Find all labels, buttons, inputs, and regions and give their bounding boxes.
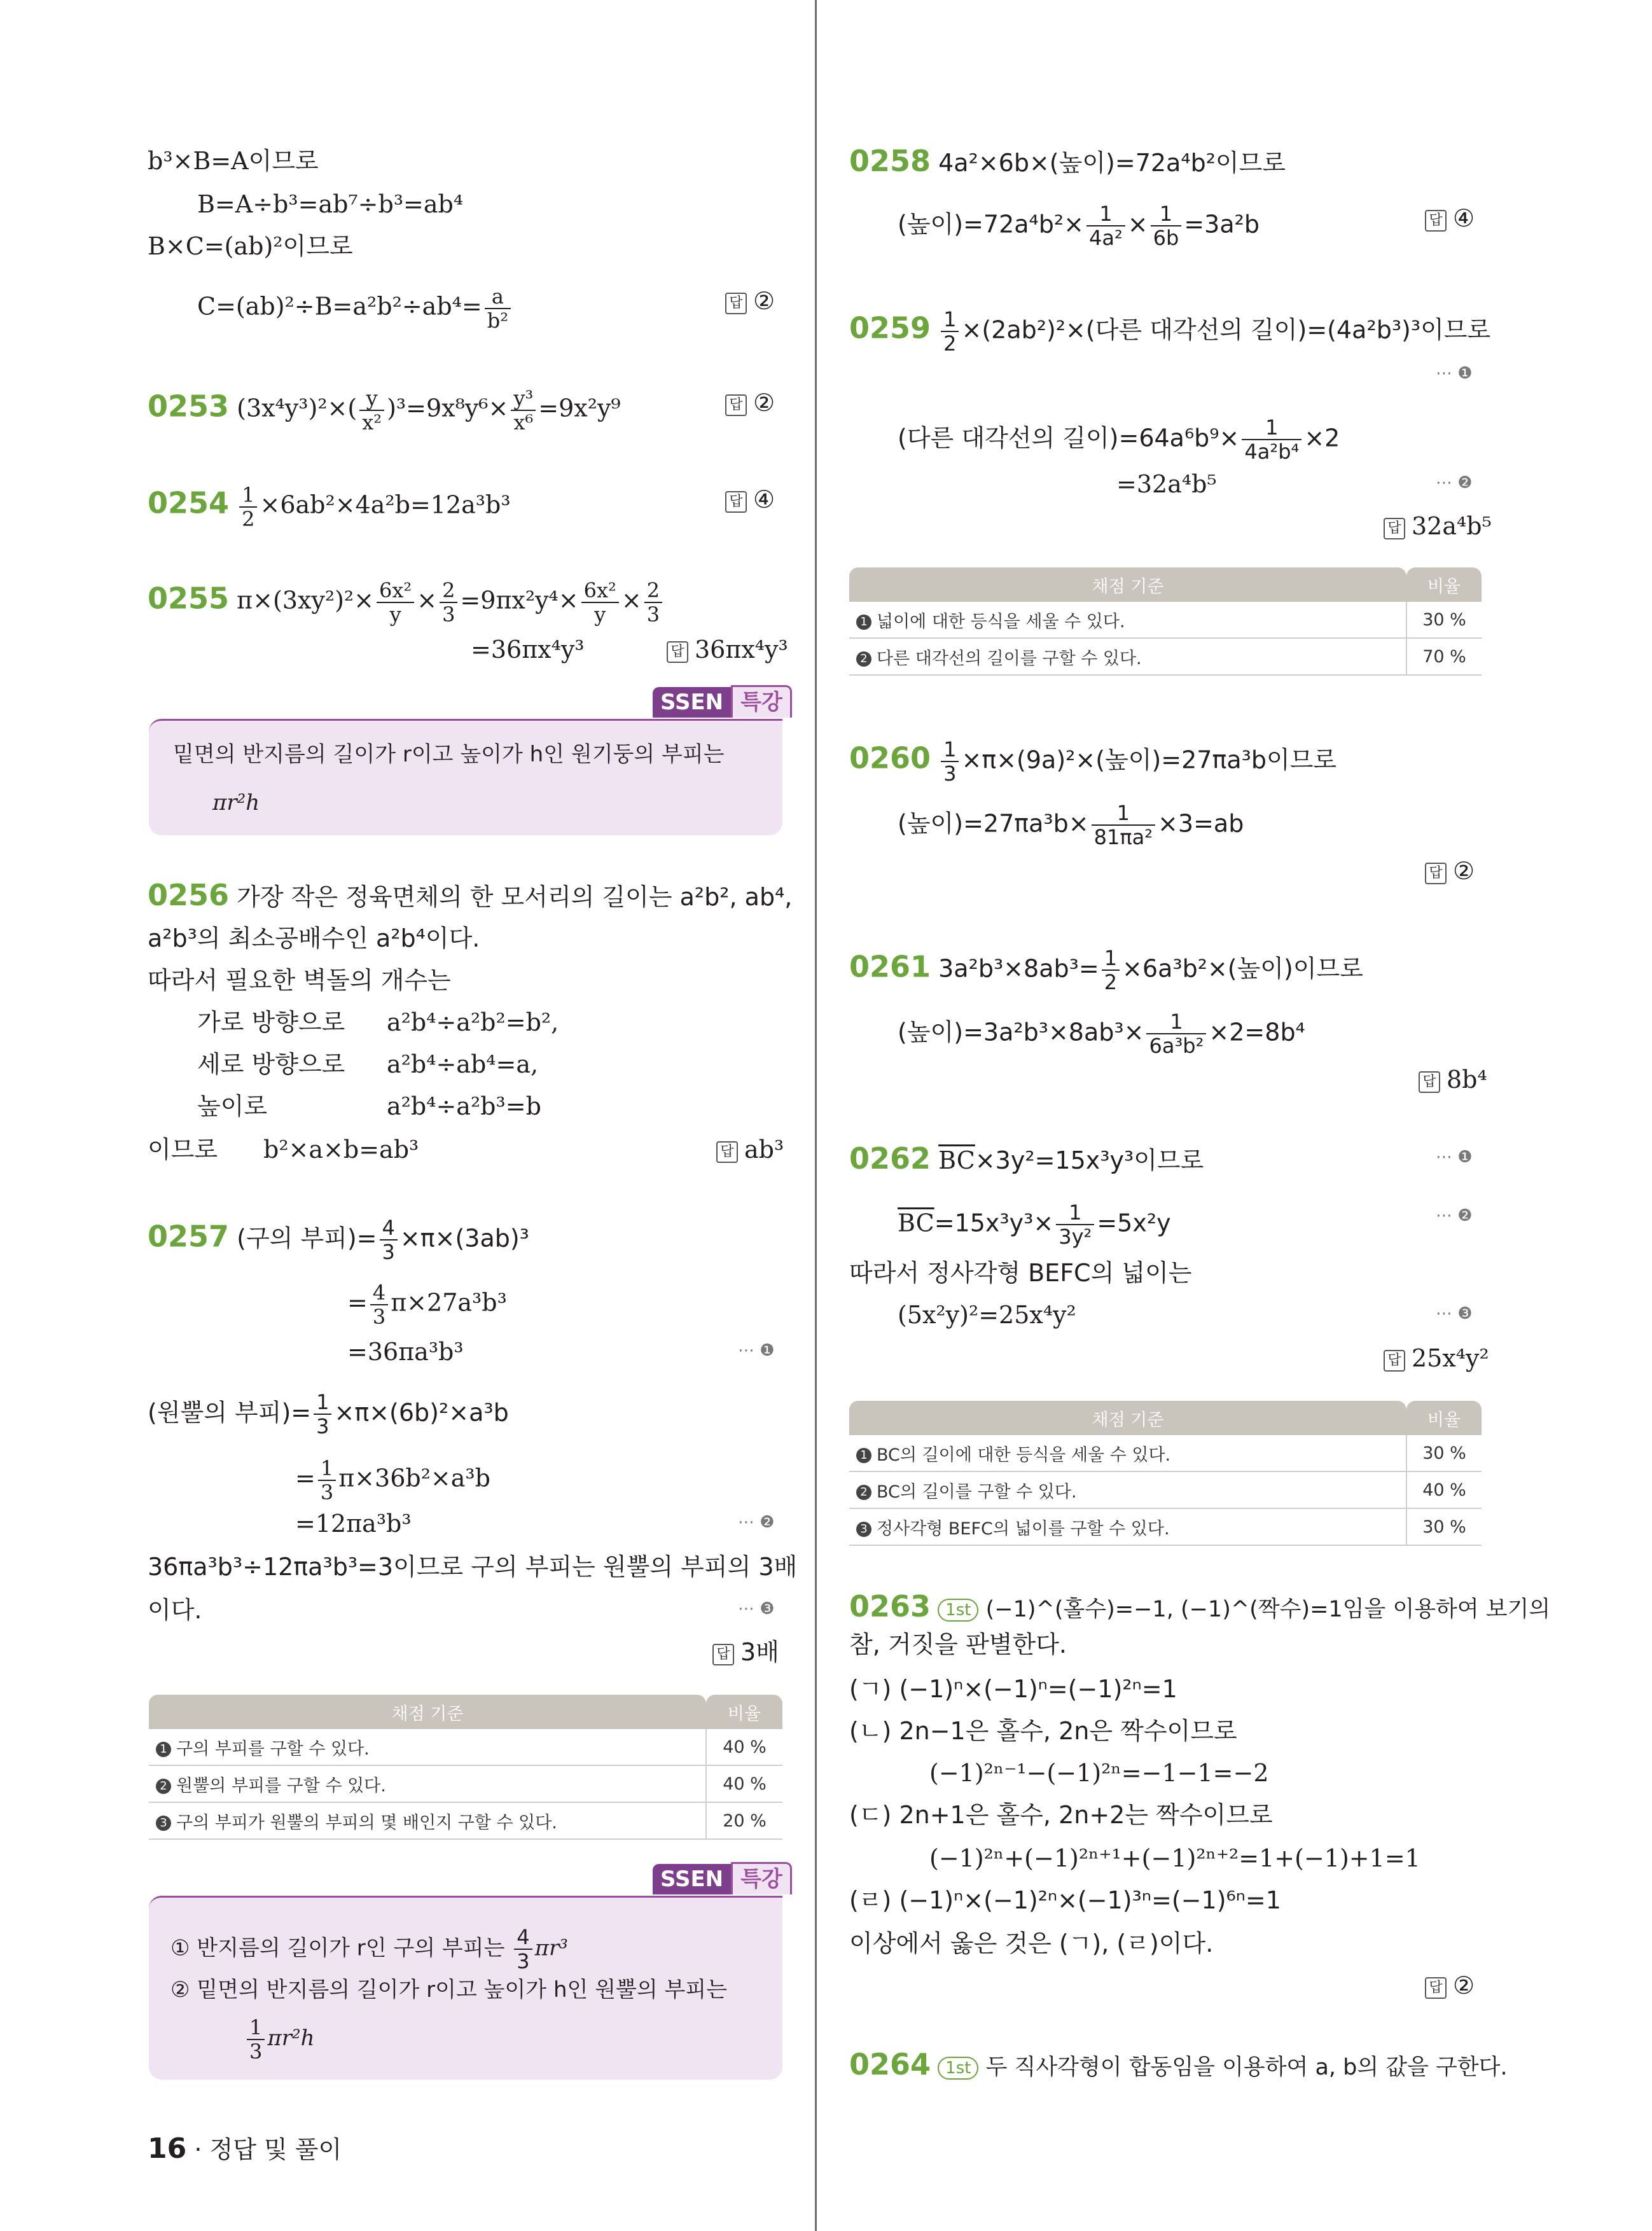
p0260-line2: (높이)=27πa³b× $\frac{1}{\text{81πa²}}$ ×3=ab (898, 801, 1244, 849)
score-header-ratio: 비율 (706, 1695, 782, 1729)
p0259-line1: 0259 $\frac{1}{2}$ ×(2ab²)²×(다른 대각선의 길이)=(4a²b³)³이므로 (849, 307, 1491, 356)
page-number: 16 (148, 2132, 187, 2165)
p0259-line3: =32a⁴b⁵ (1116, 470, 1217, 498)
p0256-conclusion-label: 이므로 (148, 1136, 218, 1164)
p0263-line6: (ㄷ) 2n+1은 홀수, 2n+2는 짝수이므로 (849, 1801, 1273, 1829)
score-header: 채점 기준 (149, 1695, 706, 1729)
p0256-line3: 따라서 필요한 벽돌의 개수는 (148, 966, 451, 994)
p0258-line2: (높이)=72a⁴b²× $\frac{1}{\text{4a²}}$ × $\frac{1}{6b}$ =3a²b (898, 202, 1260, 250)
step-marker-1: ⋯ ❶ (1436, 364, 1473, 383)
p0256-row3-label: 높이로 (197, 1092, 268, 1120)
p0257-line7: 36πa³b³÷12πa³b³=3이므로 구의 부피는 원뿔의 부피의 3배 (148, 1553, 798, 1581)
step-marker-2: ⋯ ❷ (1436, 1206, 1473, 1225)
p0257-line6: =12πa³b³ (295, 1510, 412, 1538)
p0253-answer: 답 ② (725, 387, 775, 419)
score-header: 채점 기준 (849, 567, 1406, 602)
p0258-line1: 0258 4a²×6b×(높이)=72a⁴b²이므로 (849, 144, 1286, 178)
p0252-line3: B×C=(ab)²이므로 (148, 232, 353, 260)
p0263-line8: (ㄹ) (−1)ⁿ×(−1)²ⁿ×(−1)³ⁿ=(−1)⁶ⁿ=1 (849, 1886, 1281, 1914)
score-header: 채점 기준 (849, 1401, 1406, 1435)
answer-icon: 답 (1384, 518, 1405, 539)
p0260-answer: 답 ② (1425, 855, 1475, 887)
p0255-answer: 답 36πx⁴y³ (667, 634, 788, 665)
answer-icon: 답 (725, 293, 747, 314)
p0257-line3: =36πa³b³ (347, 1338, 464, 1366)
p0264-line1: 0264 1st 두 직사각형이 합동임을 이용하여 a, b의 값을 구한다. (849, 2047, 1508, 2082)
step-marker-2: ⋯ ❷ (1436, 473, 1473, 492)
p0262-line2: $\overline{BC}=15x^3y^3\times$ $\frac{1}{\text{3y²}}$ =5x²y (898, 1200, 1171, 1249)
p0263-line1: 0263 1st (−1)^(홀수)=−1, (−1)^(짝수)=1임을 이용하여 보기의 (849, 1589, 1551, 1623)
tip1-text: 밑면의 반지름의 길이가 r이고 높이가 h인 원기둥의 부피는 (173, 742, 725, 767)
score-header-ratio: 비율 (1406, 1401, 1482, 1435)
tip2-line3: $\frac{1}{3}$ πr²h (244, 2016, 315, 2063)
ssen-tip-badge: SSEN 특강 (653, 1861, 792, 1893)
p0256-line2: a²b³의 최소공배수인 a²b⁴이다. (148, 924, 480, 952)
p0254: 0254 $\frac{1}{2}$ ×6ab²×4a²b=12a³b³ (148, 483, 511, 531)
score-table-3 (849, 1401, 1482, 1546)
p0261-line2: (높이)=3a²b³×8ab³× $\frac{1}{\text{6a³b²}}$ ×2=8b⁴ (898, 1010, 1305, 1058)
step-marker-2: ⋯ ❷ (738, 1513, 775, 1532)
p0259-line2: (다른 대각선의 길이)=64a⁶b⁹× $\frac{1}{\text{4a²b⁴}}$ ×2 (898, 415, 1340, 464)
p0256-conclusion-expr: b²×a×b=ab³ (263, 1136, 419, 1164)
tip2-line1: ① 반지름의 길이가 r인 구의 부피는 $\frac{4}{3}$ πr³ (170, 1925, 568, 1973)
p0258-answer: 답 ④ (1425, 202, 1475, 234)
tag-1st: 1st (938, 1599, 978, 1622)
p0261-line1: 0261 3a²b³×8ab³= $\frac{1}{2}$ ×6a³b²×(높이)이므로 (849, 946, 1363, 994)
p0263-line4: (ㄴ) 2n−1은 홀수, 2n은 짝수이므로 (849, 1717, 1237, 1745)
table-row: 3 구의 부피가 원뿔의 부피의 몇 배인지 구할 수 있다. 20 % (149, 1802, 782, 1839)
table-row: 2 원뿔의 부피를 구할 수 있다. 40 % (149, 1765, 782, 1802)
answer-icon: 답 (1425, 863, 1447, 884)
table-row: 1 BC의 길이에 대한 등식을 세울 수 있다. 30 % (849, 1435, 1482, 1471)
p0256-line1: 0256 가장 작은 정육면체의 한 모서리의 길이는 a²b², ab⁴, (148, 878, 793, 912)
p0262-line4: (5x²y)²=25x⁴y² (898, 1301, 1076, 1329)
score-table-1 (149, 1695, 782, 1840)
tip1-formula: πr²h (212, 790, 260, 816)
p0257-answer: 답 3배 (712, 1636, 779, 1668)
page-footer: 16 · 정답 및 풀이 (148, 2132, 342, 2165)
p0256-row2-value: a²b⁴÷ab⁴=a, (387, 1050, 539, 1078)
answer-icon: 답 (725, 491, 747, 513)
p0255-line1: 0255 π×(3xy²)²× $\frac{\text{6x²}}{y}$ × $\frac{2}{3}$ =9πx²y⁴× $\frac{\text{6x²}}{y}$ × $\frac{2}{3}$ (148, 579, 665, 626)
p0263-line9: 이상에서 옳은 것은 (ㄱ), (ㄹ)이다. (849, 1929, 1214, 1957)
table-row: 1 구의 부피를 구할 수 있다. 40 % (149, 1729, 782, 1765)
column-divider (815, 0, 817, 2231)
p0252-line2: B=A÷b³=ab⁷÷b³=ab⁴ (197, 190, 464, 218)
ssen-tip-badge: SSEN 특강 (653, 685, 792, 716)
answer-icon: 답 (1425, 210, 1447, 232)
answer-icon: 답 (1419, 1071, 1440, 1093)
p0256-row3-value: a²b⁴÷a²b³=b (387, 1092, 541, 1120)
p0261-answer: 답 8b⁴ (1419, 1064, 1487, 1095)
tip2-line2: ② 밑면의 반지름의 길이가 r이고 높이가 h인 원뿔의 부피는 (170, 1977, 728, 2003)
p0255-line2: =36πx⁴y³ (471, 636, 585, 664)
ssen-tip-box-2 (149, 1896, 782, 2080)
table-row: 2 다른 대각선의 길이를 구할 수 있다. 70 % (849, 638, 1482, 675)
table-row: 3 정사각형 BEFC의 넓이를 구할 수 있다. 30 % (849, 1508, 1482, 1545)
answer-icon: 답 (1425, 1977, 1447, 1999)
p0262-line1: 0262 $\overline{BC}\times 3y^2=15x^3y^3$이므로 (849, 1141, 1204, 1176)
answer-icon: 답 (725, 394, 747, 416)
step-marker-3: ⋯ ❸ (738, 1599, 775, 1618)
p0262-answer: 답 25x⁴y² (1384, 1342, 1489, 1374)
p0256-row1-value: a²b⁴÷a²b²=b², (387, 1008, 559, 1036)
step-marker-1: ⋯ ❶ (1436, 1148, 1473, 1167)
p0259-answer: 답 32a⁴b⁵ (1384, 510, 1492, 542)
p0263-line3: (ㄱ) (−1)ⁿ×(−1)ⁿ=(−1)²ⁿ=1 (849, 1675, 1177, 1703)
p0257-line5: = $\frac{1}{3}$ π×36b²×a³b (295, 1456, 490, 1505)
p0252-line4: C=(ab)²÷B=a²b²÷ab⁴= $\frac{a}{\text{b²}}$ (197, 285, 513, 332)
p0260-line1: 0260 $\frac{1}{3}$ ×π×(9a)²×(높이)=27πa³b이므로 (849, 737, 1337, 786)
p0253: 0253 (3x⁴y³)²×( $\frac{y}{\text{x²}}$ )³=9x⁸y⁶× $\frac{\text{y³}}{\text{x⁶}}$ =9x²y⁹ (148, 386, 621, 434)
tag-1st: 1st (938, 2057, 978, 2080)
step-marker-1: ⋯ ❶ (738, 1341, 775, 1360)
section-title: 정답 및 풀이 (209, 2136, 342, 2164)
score-header-ratio: 비율 (1406, 567, 1482, 602)
p0263-line7: (−1)²ⁿ+(−1)²ⁿ⁺¹+(−1)²ⁿ⁺²=1+(−1)+1=1 (929, 1844, 1420, 1872)
score-table-2 (849, 567, 1482, 676)
p0263-line2: 참, 거짓을 판별한다. (849, 1630, 1067, 1658)
p0262-line3: 따라서 정사각형 BEFC의 넓이는 (849, 1259, 1192, 1287)
answer-icon: 답 (712, 1644, 734, 1665)
p0256-row1-label: 가로 방향으로 (197, 1008, 345, 1036)
p0252-answer: 답 ② (725, 285, 775, 317)
p0256-row2-label: 세로 방향으로 (197, 1050, 345, 1078)
step-marker-3: ⋯ ❸ (1436, 1304, 1473, 1323)
p0263-line5: (−1)²ⁿ⁻¹−(−1)²ⁿ=−1−1=−2 (929, 1759, 1269, 1787)
ssen-tip-box-1 (149, 719, 782, 835)
p0254-answer: 답 ④ (725, 483, 775, 515)
p0257-line4: (원뿔의 부피)= $\frac{1}{3}$ ×π×(6b)²×a³b (148, 1390, 509, 1438)
p0252-line1: b³×B=A이므로 (148, 147, 319, 175)
answer-icon: 답 (667, 641, 688, 663)
answer-icon: 답 (716, 1141, 738, 1163)
table-row: 1 넓이에 대한 등식을 세울 수 있다. 30 % (849, 602, 1482, 638)
p0263-answer: 답 ② (1425, 1970, 1475, 2001)
table-row: 2 BC의 길이를 구할 수 있다. 40 % (849, 1471, 1482, 1508)
p0256-answer: 답 ab³ (716, 1134, 784, 1165)
p0257-line1: 0257 (구의 부피)= $\frac{4}{3}$ ×π×(3ab)³ (148, 1216, 529, 1264)
p0257-line8: 이다. (148, 1596, 202, 1624)
p0257-line2: = $\frac{4}{3}$ π×27a³b³ (347, 1281, 507, 1329)
answer-icon: 답 (1384, 1350, 1405, 1372)
